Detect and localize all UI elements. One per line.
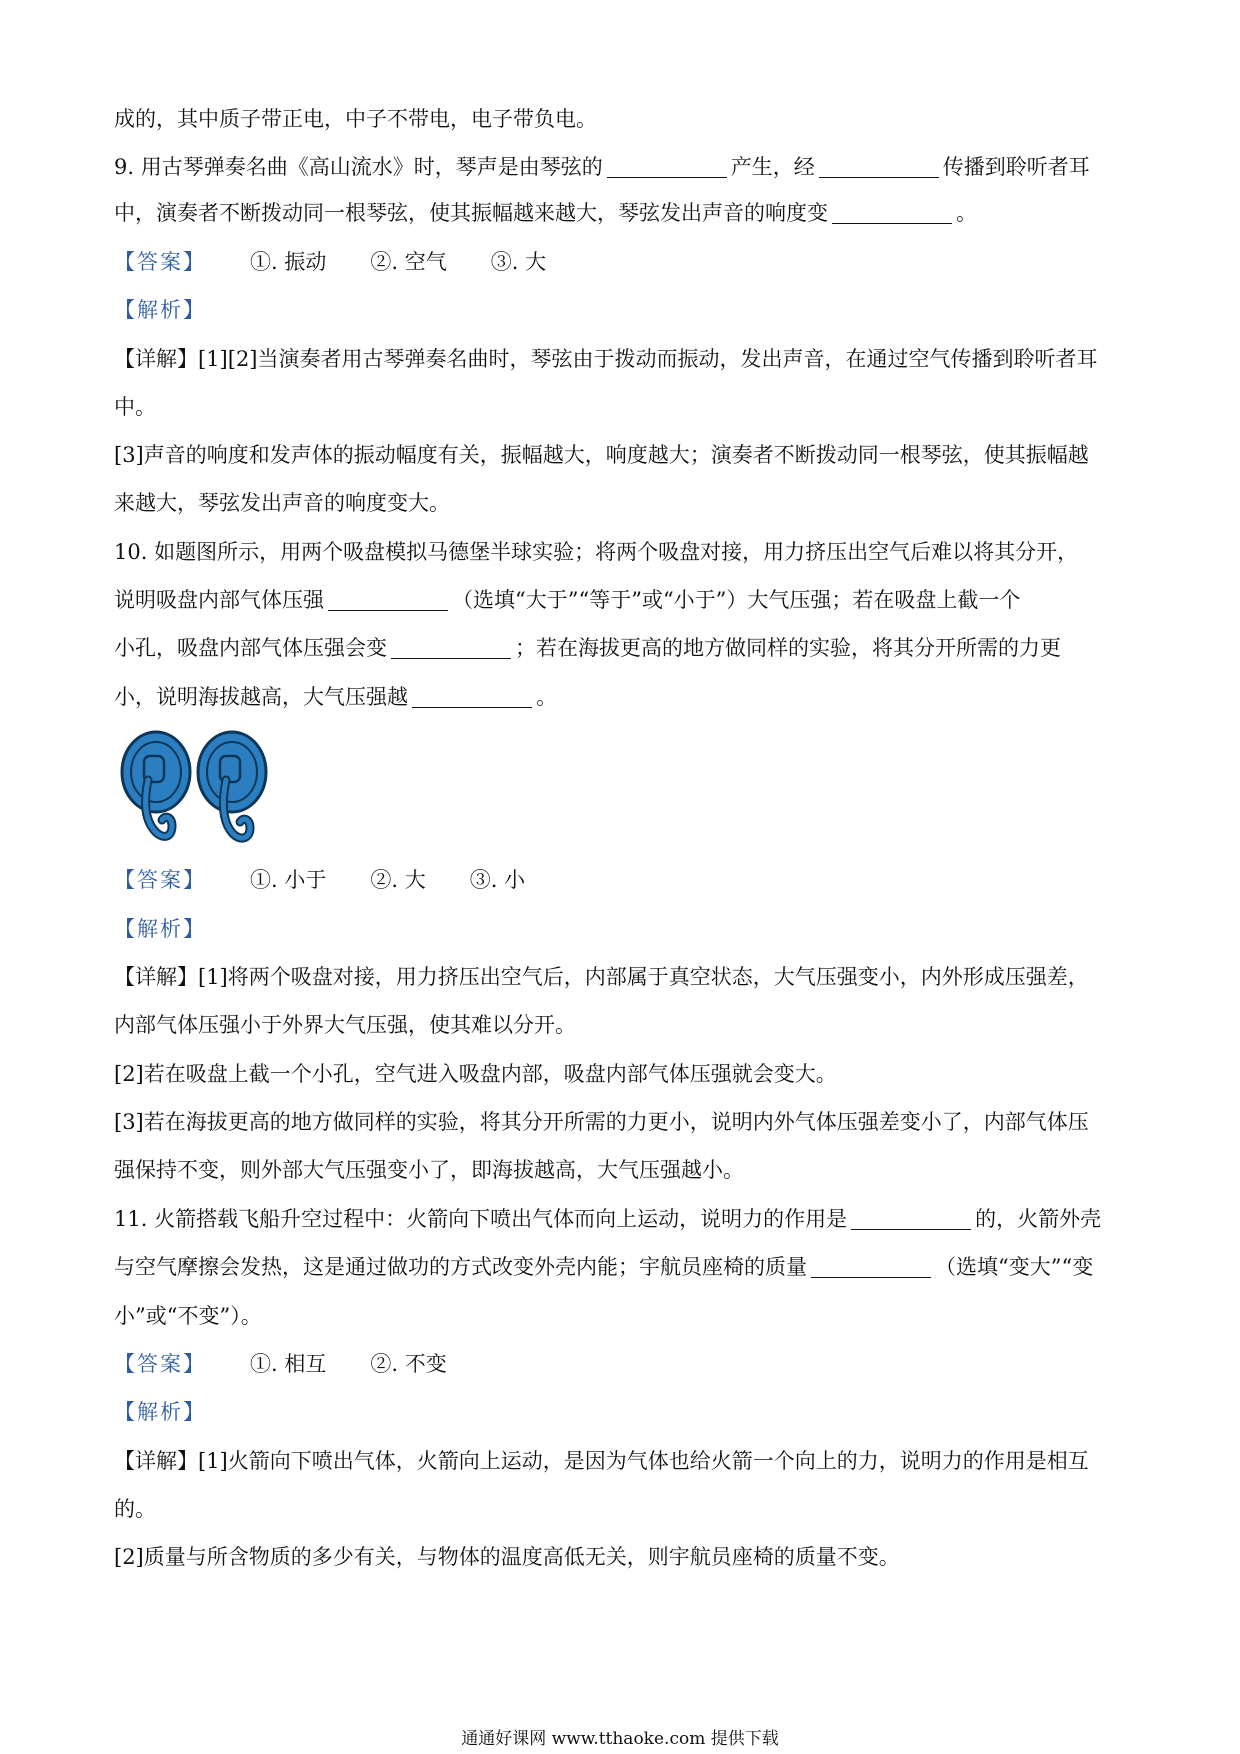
detail-label: 【详解】	[114, 1449, 198, 1473]
answer-blank	[832, 201, 952, 224]
question-10-line-4	[114, 682, 1134, 712]
text-run: 11. 火箭搭载飞船升空过程中：火箭向下喷出气体而向上运动，说明力的作用是	[114, 1207, 848, 1231]
text-run: （选填“变大”“变	[935, 1255, 1094, 1279]
answer-label: 【答案】	[114, 250, 206, 274]
suction-cup-left	[122, 732, 190, 836]
detail-label: 【详解】	[114, 965, 198, 989]
answer-blank	[412, 685, 532, 708]
answer-label: 【答案】	[114, 1352, 206, 1376]
answer-label: 【答案】	[114, 868, 206, 892]
text-run: 。	[956, 201, 977, 225]
answer-option: ②. 空气	[370, 250, 447, 274]
answer-option: ②. 不变	[370, 1352, 447, 1376]
question-11-line-3: 小”或“不变”）。	[114, 1304, 262, 1328]
answer-option: ③. 大	[490, 250, 547, 274]
answer-option: ①. 振动	[250, 250, 327, 274]
footer-watermark: 通通好课网 www.tthaoke.com 提供下载	[461, 1729, 779, 1749]
text-line: 的。	[114, 1497, 156, 1521]
question-9-line-1	[114, 152, 1134, 182]
text-run: 的，火箭外壳	[975, 1207, 1102, 1231]
text-line: [2]质量与所含物质的多少有关，与物体的温度高低无关，则宇航员座椅的质量不变。	[114, 1545, 900, 1569]
analysis-label: 【解析】	[114, 917, 206, 941]
text-run: ；若在海拔更高的地方做同样的实验，将其分开所需的力更	[515, 636, 1061, 660]
text-run: 。	[536, 685, 557, 709]
question-11-line-2	[114, 1252, 1134, 1282]
detail-q11-line-1	[114, 1446, 1134, 1476]
question-10-line-1: 10. 如题图所示，用两个吸盘模拟马德堡半球实验；将两个吸盘对接，用力挤压出空气后难以将其分开，	[114, 540, 1079, 564]
text-run: 9. 用古琴弹奏名曲《高山流水》时，琴声是由琴弦的	[114, 155, 603, 179]
text-run: 小，说明海拔越高，大气压强越	[114, 685, 408, 709]
text-run: 说明吸盘内部气体压强	[114, 588, 324, 612]
answer-row-q11	[114, 1349, 1134, 1379]
text-line: [3]若在海拔更高的地方做同样的实验，将其分开所需的力更小，说明内外气体压强差变小了，内部气体压	[114, 1110, 1089, 1134]
answer-blank	[607, 155, 727, 178]
text-run: [1][2]当演奏者用古琴弹奏名曲时，琴弦由于拨动而振动，发出声音，在通过空气传播到聆听者耳	[198, 347, 1098, 371]
question-10-line-3	[114, 633, 1134, 663]
text-run: 产生，经	[730, 155, 815, 179]
analysis-label-q11	[114, 1397, 1134, 1427]
text-line: [3]声音的响度和发声体的振动幅度有关，振幅越大，响度越大；演奏者不断拨动同一根琴弦，使其振幅越	[114, 443, 1089, 467]
answer-blank	[811, 1255, 931, 1278]
text-line: 来越大，琴弦发出声音的响度变大。	[114, 491, 450, 515]
answer-row-q10	[114, 865, 1134, 895]
answer-blank	[391, 636, 511, 659]
text-line: 内部气体压强小于外界大气压强，使其难以分开。	[114, 1013, 576, 1037]
text-run: 传播到聆听者耳	[942, 155, 1090, 179]
analysis-label-q10	[114, 914, 1134, 944]
analysis-label: 【解析】	[114, 298, 206, 322]
answer-option: ①. 小于	[250, 868, 327, 892]
suction-cup-right	[198, 732, 266, 838]
question-10-line-2	[114, 585, 1134, 615]
text-line: 中。	[114, 395, 156, 419]
text-run: 与空气摩擦会发热，这是通过做功的方式改变外壳内能；宇航员座椅的质量	[114, 1255, 807, 1279]
answer-blank	[851, 1207, 971, 1230]
answer-option: ①. 相互	[250, 1352, 327, 1376]
analysis-label-q9	[114, 295, 1134, 325]
answer-row-q9	[114, 247, 1134, 277]
answer-option: ②. 大	[370, 868, 426, 892]
detail-q9-line-1	[114, 344, 1134, 374]
text-line: [2]若在吸盘上截一个小孔，空气进入吸盘内部，吸盘内部气体压强就会变大。	[114, 1062, 837, 1086]
answer-blank	[819, 155, 939, 178]
text-line: 强保持不变，则外部大气压强变小了，即海拔越高，大气压强越小。	[114, 1158, 744, 1182]
detail-q10-line-1	[114, 962, 1134, 992]
question-9-line-2	[114, 198, 1134, 228]
answer-blank	[328, 588, 448, 611]
suction-cups-figure	[114, 730, 274, 852]
answer-option: ③. 小	[469, 868, 526, 892]
detail-label: 【详解】	[114, 347, 198, 371]
question-11-line-1	[114, 1204, 1134, 1234]
text-run: [1]将两个吸盘对接，用力挤压出空气后，内部属于真空状态，大气压强变小，内外形成压强差，	[198, 965, 1089, 989]
text-run: （选填“大于”“等于”或“小于”）大气压强；若在吸盘上截一个	[452, 588, 1021, 612]
analysis-label: 【解析】	[114, 1400, 206, 1424]
text-run: 中，演奏者不断拨动同一根琴弦，使其振幅越来越大，琴弦发出声音的响度变	[114, 201, 828, 225]
text-run: 小孔，吸盘内部气体压强会变	[114, 636, 387, 660]
text-line: 成的，其中质子带正电，中子不带电，电子带负电。	[114, 107, 597, 131]
text-run: [1]火箭向下喷出气体，火箭向上运动，是因为气体也给火箭一个向上的力，说明力的作用是相互	[198, 1449, 1089, 1473]
